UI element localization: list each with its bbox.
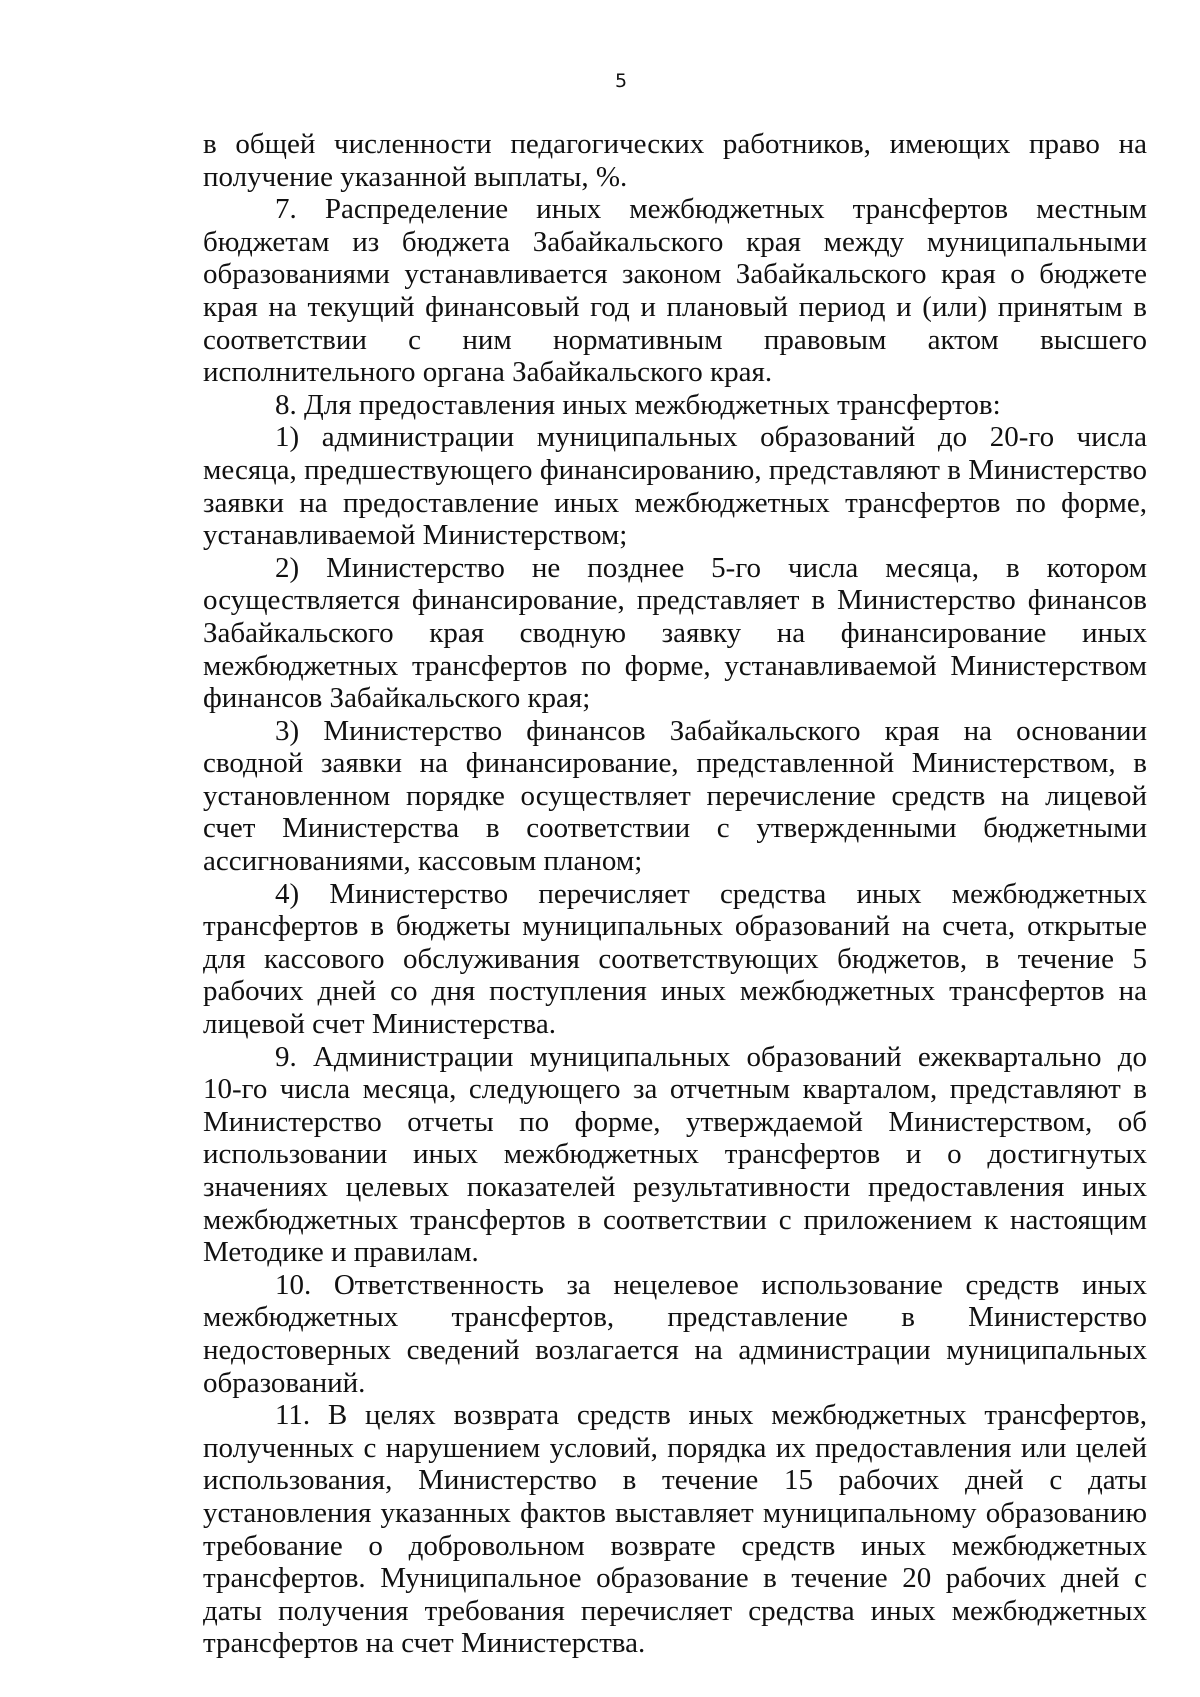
paragraph-item-8-1: 1) администрации муниципальных образований до 20-го числа месяца, предшествующего финансированию, представляют в Министерство заявки на предоставление иных межбюджетных трансфертов по форме, устанавливаемой Министерством; <box>203 421 1147 552</box>
document-body <box>203 128 1147 1660</box>
paragraph-item-10: 10. Ответственность за нецелевое использование средств иных межбюджетных трансфертов, представление в Министерство недостоверных сведений возлагается на администрации муниципальных образований. <box>203 1268 1147 1399</box>
paragraph-item-11: 11. В целях возврата средств иных межбюджетных трансфертов, полученных с нарушением условий, порядка их предоставления или целей использования, Министерство в течение 15 рабочих дней с даты установления указанных фактов выставляет муниципальному образованию требование о добровольном возврате средств иных межбюджетных трансфертов. Муниципальное образование в течение 20 рабочих дней с даты получения требования перечисляет средства иных межбюджетных трансфертов на счет Министерства. <box>203 1399 1147 1660</box>
page-number: 5 <box>614 70 628 92</box>
paragraph-item-9: 9. Администрации муниципальных образований ежеквартально до 10-го числа месяца, следующего за отчетным кварталом, представляют в Министерство отчеты по форме, утверждаемой Министерством, об использовании иных межбюджетных трансфертов и о достигнутых значениях целевых показателей результативности предоставления иных межбюджетных трансфертов в соответствии с приложением к настоящим Методике и правилам. <box>203 1040 1147 1269</box>
paragraph-item-8: 8. Для предоставления иных межбюджетных трансфертов: <box>275 388 1001 421</box>
paragraph-item-8-2: 2) Министерство не позднее 5-го числа месяца, в котором осуществляется финансирование, представляет в Министерство финансов Забайкальского края сводную заявку на финансирование иных межбюджетных трансфертов по форме, устанавливаемой Министерством финансов Забайкальского края; <box>203 551 1147 715</box>
paragraph-item-7: 7. Распределение иных межбюджетных трансфертов местным бюджетам из бюджета Забайкальского края между муниципальными образованиями устанавливается законом Забайкальского края о бюджете края на текущий финансовый год и плановый период и (или) принятым в соответствии с ним нормативным правовым актом высшего исполнительного органа Забайкальского края. <box>203 193 1147 389</box>
paragraph-item-8-4: 4) Министерство перечисляет средства иных межбюджетных трансфертов в бюджеты муниципальных образований на счета, открытые для кассового обслуживания соответствующих бюджетов, в течение 5 рабочих дней со дня поступления иных межбюджетных трансфертов на лицевой счет Министерства. <box>203 877 1147 1041</box>
paragraph-continuation: в общей численности педагогических работников, имеющих право на получение указанной выплаты, %. <box>203 128 1147 193</box>
paragraph-item-8-3: 3) Министерство финансов Забайкальского края на основании сводной заявки на финансирование, представленной Министерством, в установленном порядке осуществляет перечисление средств на лицевой счет Министерства в соответствии с утвержденными бюджетными ассигнованиями, кассовым планом; <box>203 714 1147 878</box>
